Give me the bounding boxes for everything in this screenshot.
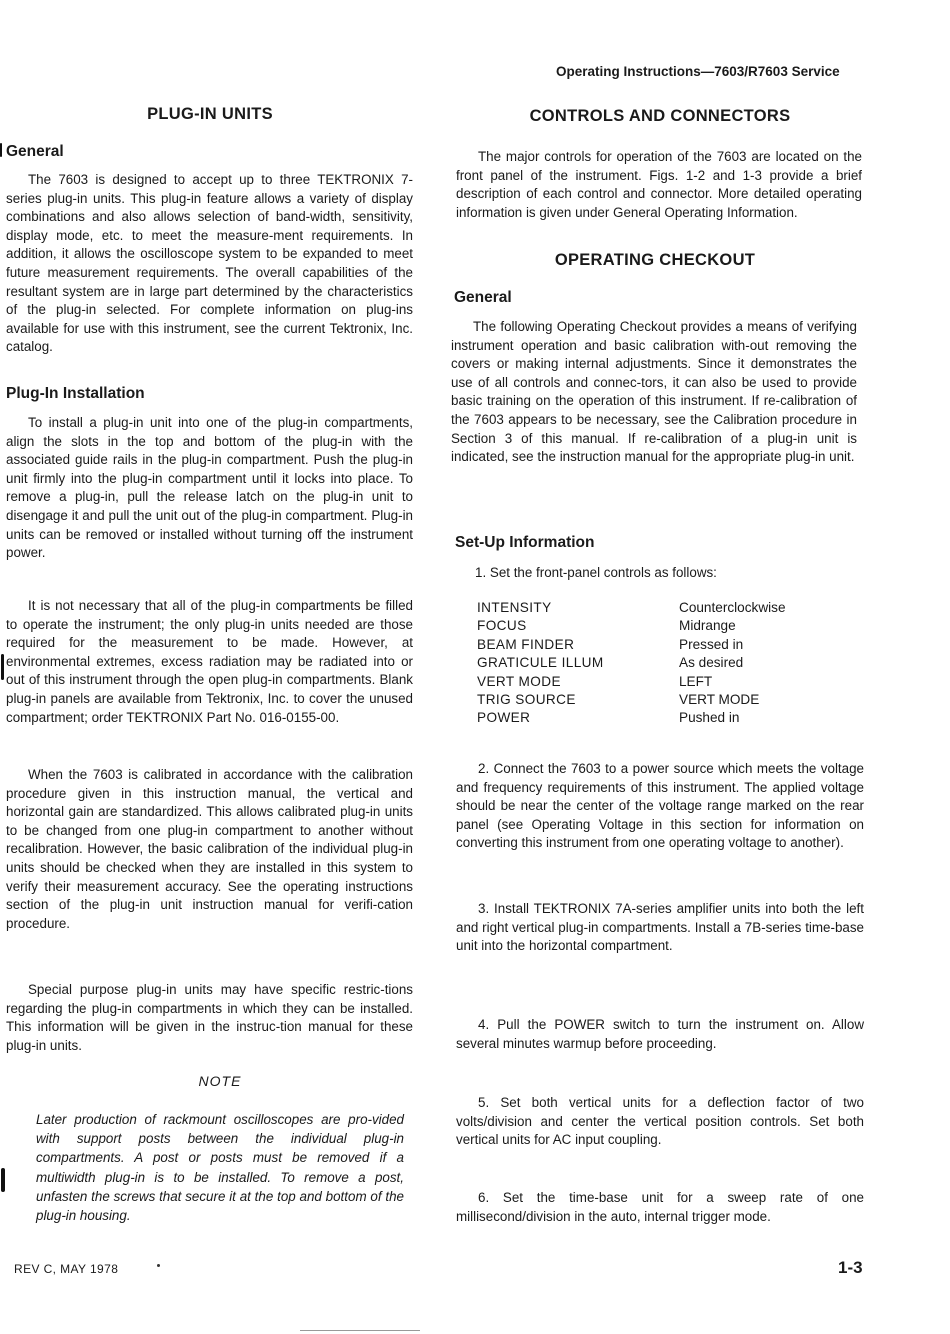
- control-setting: LEFT: [679, 673, 713, 689]
- control-setting: Counterclockwise: [679, 600, 786, 615]
- running-header: Operating Instructions—7603/R7603 Service: [556, 64, 840, 79]
- control-name: POWER: [477, 710, 531, 726]
- step-5: 5. Set both vertical units for a deflection factor of two volts/division and center the vertical position controls. Set both vertical units for AC input coupling.: [456, 1095, 864, 1148]
- table-row: [477, 710, 786, 728]
- control-setting: Pressed in: [679, 636, 744, 652]
- installation-paragraph-3: When the 7603 is calibrated in accordance with the calibration procedure given in this instruction manual, the vertical and horizontal gain are standardized. This allows calibrated plug-in units to be changed from one plug-in compartment to another without recalibration. However, the basic calibration of the individual plug-in units should be checked when they are installed in this system to verify their measurement accuracy. See the operating instructions section of the plug-in unit instruction manual for verifi-cation procedure.: [6, 767, 413, 931]
- general-paragraph: The 7603 is designed to accept up to three TEKTRONIX 7-series plug-in units. This plug-in feature allows a variety of display combinations and also allows selection of band-width, sensitivity, display mode, etc. to meet the measure-ment requirements. In addition, it allows the oscilloscope system to be expanded to meet future measurement requirements. The overall capabilities of the resultant system are in large part determined by the characteristics of the plug-in selected. For complete information on plug-ins available for use with this instrument, see the current Tektronix, Inc. catalog.: [6, 172, 413, 355]
- installation-paragraph-4: Special purpose plug-in units may have specific restric-tions regarding the plug-in compartments in which they can be installed. This information will be given in the instruc-tion manual for these plug-in units.: [6, 982, 413, 1053]
- note-title: NOTE: [198, 1073, 242, 1089]
- change-bar: [1, 654, 4, 680]
- note-text: Later production of rackmount oscilloscopes are pro-vided with support posts between the individual plug-in compartments. A post or posts must be removed if a multiwidth plug-in is to be installed. To remove a post, unfasten the screws that secure it at the top and bottom of the plug-in housing.: [36, 1112, 404, 1224]
- change-bar: [0, 143, 2, 157]
- control-name: BEAM FINDER: [477, 636, 575, 652]
- table-row: [477, 637, 786, 655]
- table-row: [477, 692, 786, 710]
- set-up-information-heading: Set-Up Information: [455, 534, 595, 551]
- control-name: INTENSITY: [477, 600, 552, 615]
- checkout-general-paragraph: The following Operating Checkout provides a means of verifying instrument operation and basic calibration with-out removing the covers or making internal adjustments. Since it demonstrates the use of all controls and connec-tors, it can also be used to provide basic training on the operation of this instrument. If re-calibration of the 7603 appears to be necessary, see the Calibration procedure in Section 3 of this manual. If re-calibration of a plug-in unit is indicated, see the instruction manual for the appropriate plug-in unit.: [451, 319, 857, 465]
- controls-and-connectors-title: CONTROLS AND CONNECTORS: [529, 107, 791, 125]
- control-name: TRIG SOURCE: [477, 691, 576, 707]
- step-6: 6. Set the time-base unit for a sweep rate of one millisecond/division in the auto, internal trigger mode.: [456, 1190, 864, 1224]
- control-setting: VERT MODE: [679, 691, 760, 707]
- control-name: FOCUS: [477, 618, 527, 634]
- table-row: [477, 674, 786, 692]
- revision-date: REV C, MAY 1978: [14, 1262, 119, 1276]
- installation-paragraph-1: To install a plug-in unit into one of the plug-in compartments, align the slots in the top and bottom of the plug-in with the associated guide rails in the plug-in compartment. Push the plug-in unit firmly into the plug-in compartment until it locks into place. To remove a plug-in, pull the release latch on the plug-in unit to disengage it and pull the unit out of the plug-in compartment. Plug-in units can be removed or installed without turning off the instrument power.: [6, 415, 413, 561]
- control-name: GRATICULE ILLUM: [477, 655, 604, 671]
- installation-paragraph-2: It is not necessary that all of the plug-in compartments be filled to operate the instrument; the only plug-in units needed are those required for the measurement to be made. However, at environmental extremes, excess radiation may be radiated into or out of this instrument through the open plug-in compartments. Blank plug-in panels are available from Tektronix, Inc. to cover the unused compartment; order TEKTRONIX Part No. 016-0155-00.: [6, 598, 413, 725]
- table-row: [477, 655, 786, 673]
- table-row: [477, 618, 786, 636]
- scan-speck: [157, 1264, 160, 1267]
- control-setting: As desired: [679, 655, 744, 671]
- change-bar: [1, 1168, 5, 1192]
- page-number: 1-3: [838, 1258, 863, 1277]
- step-2: 2. Connect the 7603 to a power source which meets the voltage and frequency requirements of this instrument. The applied voltage should be near the center of the voltage range marked on the rear panel (see Operating Voltage in this section for information on converting this instrument from one operating voltage to another).: [456, 761, 864, 851]
- plug-in-units-title: PLUG-IN UNITS: [147, 105, 273, 123]
- controls-paragraph: The major controls for operation of the 7603 are located on the front panel of the instrument. Figs. 1-2 and 1-3 provide a brief description of each control and connector. More detailed operating information is given under General Operating Information.: [456, 149, 862, 220]
- bottom-rule: [300, 1330, 420, 1331]
- step-4: 4. Pull the POWER switch to turn the instrument on. Allow several minutes warmup before proceeding.: [456, 1017, 864, 1051]
- step-1: 1. Set the front-panel controls as follows:: [475, 565, 717, 580]
- control-name: VERT MODE: [477, 673, 561, 689]
- operating-checkout-title: OPERATING CHECKOUT: [554, 251, 756, 269]
- control-setting: Pushed in: [679, 710, 740, 726]
- control-setting: Midrange: [679, 618, 736, 634]
- general-heading: General: [6, 143, 64, 160]
- plug-in-installation-heading: Plug-In Installation: [6, 385, 145, 402]
- checkout-general-heading: General: [454, 289, 512, 306]
- step-3: 3. Install TEKTRONIX 7A-series amplifier units into both the left and right vertical plug-in compartments. Install a 7B-series time-base unit into the horizontal compartment.: [456, 901, 864, 954]
- table-row: [477, 600, 786, 618]
- front-panel-controls-table: [477, 600, 786, 729]
